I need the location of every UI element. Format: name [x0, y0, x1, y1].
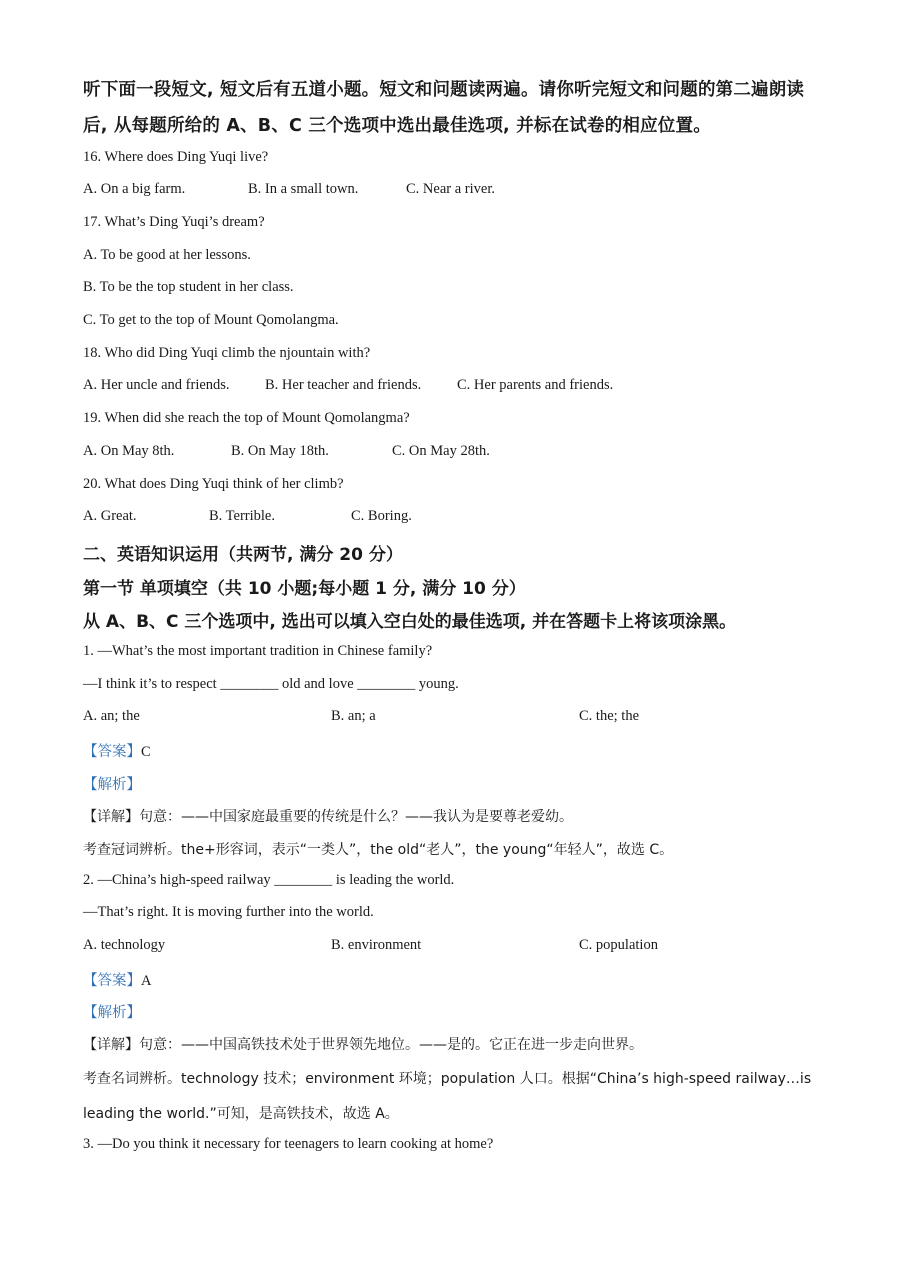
- item1-option-a: A. an; the: [83, 708, 140, 724]
- item2-analysis-tag: 【解析】: [83, 1005, 141, 1021]
- q19-option-c: C. On May 28th.: [392, 443, 490, 459]
- q20-option-b: B. Terrible.: [209, 508, 275, 524]
- q16-option-b: B. In a small town.: [248, 181, 359, 197]
- item2-option-a: A. technology: [83, 937, 166, 953]
- q19-option-a: A. On May 8th.: [83, 443, 175, 459]
- answer-value: C: [141, 744, 151, 760]
- item2-explain-cont: leading the world.”可知，是高铁技术，故选 A。: [83, 1106, 399, 1122]
- item1-analysis-tag: 【解析】: [83, 777, 141, 793]
- section1-title: 第一节 单项填空（共 10 小题;每小题 1 分, 满分 10 分）: [83, 579, 526, 599]
- q18-option-b: B. Her teacher and friends.: [265, 377, 422, 393]
- q18-option-a: A. Her uncle and friends.: [83, 377, 230, 393]
- item1-option-c: C. the; the: [579, 708, 640, 724]
- part2-title: 二、英语知识运用（共两节, 满分 20 分）: [83, 545, 403, 565]
- item2-option-c: C. population: [579, 937, 658, 953]
- question-19: 19. When did she reach the top of Mount Qomolangma?: [83, 410, 410, 426]
- q16-option-c: C. Near a river.: [406, 181, 495, 197]
- question-20: 20. What does Ding Yuqi think of her climb?: [83, 476, 344, 492]
- q17-option-c: C. To get to the top of Mount Qomolangma.: [83, 312, 339, 328]
- item2-answer: [83, 969, 151, 990]
- listening-instruction-line1: 听下面一段短文, 短文后有五道小题。短文和问题读两遍。请你听完短文和问题的第二遍朗读: [83, 80, 805, 100]
- item2-response: —That’s right. It is moving further into the world.: [83, 904, 374, 920]
- question-18: 18. Who did Ding Yuqi climb the njountain with?: [83, 345, 371, 361]
- q17-option-b: B. To be the top student in her class.: [83, 279, 294, 295]
- question-17: 17. What’s Ding Yuqi’s dream?: [83, 214, 265, 230]
- answer-value: A: [141, 973, 152, 989]
- item1-answer: [83, 740, 151, 761]
- item1-option-b: B. an; a: [331, 708, 376, 724]
- item2-option-b: B. environment: [331, 937, 422, 953]
- item2-explain: 考查名词辨析。technology 技术；environment 环境；population 人口。根据“China’s high-speed railway…is: [83, 1071, 812, 1087]
- item2-question: 2. —China’s high-speed railway ________ is leading the world.: [83, 872, 455, 888]
- q20-option-c: C. Boring.: [351, 508, 412, 524]
- item1-detail: 【详解】句意：——中国家庭最重要的传统是什么？——我认为是要尊老爱幼。: [83, 809, 573, 825]
- q18-option-c: C. Her parents and friends.: [457, 377, 614, 393]
- item1-question: 1. —What’s the most important tradition in Chinese family?: [83, 643, 433, 659]
- question-16: 16. Where does Ding Yuqi live?: [83, 149, 269, 165]
- q17-option-a: A. To be good at her lessons.: [83, 247, 251, 263]
- item1-explain: 考查冠词辨析。the+形容词，表示“一类人”，the old“老人”，the young“年轻人”，故选 C。: [83, 842, 674, 858]
- item3-question: 3. —Do you think it necessary for teenagers to learn cooking at home?: [83, 1136, 494, 1152]
- item2-detail: 【详解】句意：——中国高铁技术处于世界领先地位。——是的。它正在进一步走向世界。: [83, 1037, 643, 1053]
- q19-option-b: B. On May 18th.: [231, 443, 329, 459]
- q20-option-a: A. Great.: [83, 508, 137, 524]
- answer-tag: 【答案】: [83, 973, 141, 989]
- section1-instruction: 从 A、B、C 三个选项中, 选出可以填入空白处的最佳选项, 并在答题卡上将该项涂黑。: [83, 612, 737, 632]
- listening-instruction-line2: 后, 从每题所给的 A、B、C 三个选项中选出最佳选项, 并标在试卷的相应位置。: [83, 116, 711, 136]
- q16-option-a: A. On a big farm.: [83, 181, 186, 197]
- answer-tag: 【答案】: [83, 744, 141, 760]
- item1-response: —I think it’s to respect ________ old and love ________ young.: [83, 676, 459, 692]
